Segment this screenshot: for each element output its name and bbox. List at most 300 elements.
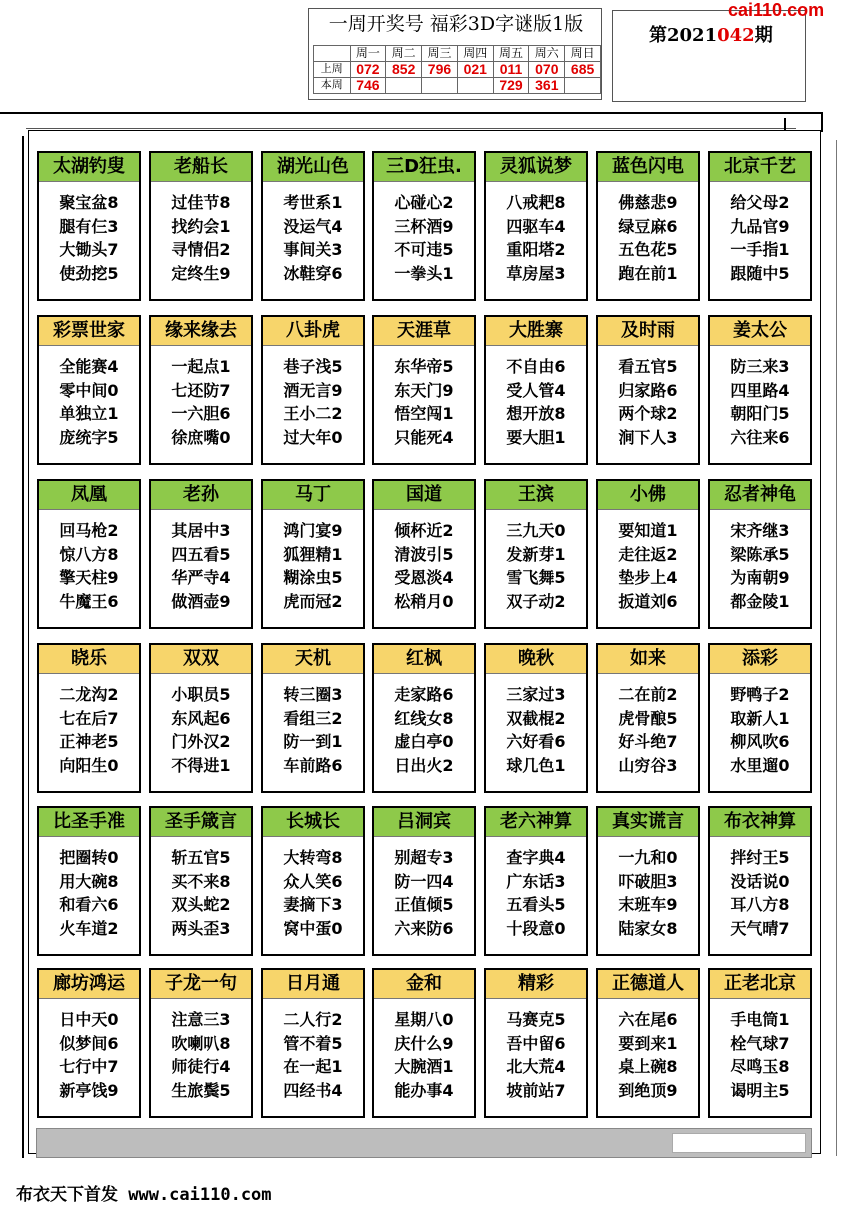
author-name: 湖光山色 [263, 153, 363, 182]
draw-number: 796 [422, 62, 458, 78]
clue-list [710, 1008, 810, 1102]
clue-list [710, 683, 810, 777]
clue-list [598, 1008, 698, 1102]
clue-list [710, 191, 810, 285]
row-label: 本周 [314, 78, 351, 94]
clue-line: 跑在前1 [618, 263, 678, 283]
clue-line: 水里遛0 [730, 755, 790, 775]
clue-line: 看组三2 [283, 708, 343, 728]
clue-line: 小职员5 [171, 685, 231, 704]
clue-line: 寻情侣2 [171, 240, 231, 259]
clue-line: 六来防6 [394, 918, 454, 938]
clue-line: 回马枪2 [59, 521, 119, 540]
author-name: 晚秋 [486, 645, 586, 674]
author-name: 双双 [151, 645, 251, 674]
draw-number: 070 [529, 62, 565, 78]
puzzle-card [484, 643, 588, 793]
clue-line: 二龙沟2 [59, 685, 119, 704]
clue-line: 重阳塔2 [506, 240, 566, 259]
clue-list [486, 846, 586, 940]
puzzle-card [708, 151, 812, 301]
clue-line: 只能死4 [394, 427, 454, 447]
clue-line: 防一四4 [394, 871, 454, 891]
clue-list [486, 683, 586, 777]
puzzle-card [596, 968, 700, 1118]
clue-line: 东天门9 [394, 380, 454, 400]
table-row [314, 62, 601, 78]
draw-number: 729 [493, 78, 529, 94]
clue-line: 归家路6 [618, 380, 678, 400]
clue-line: 牛魔王6 [59, 591, 119, 611]
clue-line: 华严寺4 [171, 568, 231, 587]
puzzle-card [708, 643, 812, 793]
clue-line: 六往来6 [730, 427, 790, 447]
clue-line: 给父母2 [730, 193, 790, 212]
clue-line: 斩五官5 [171, 848, 231, 867]
clue-line: 野鸭子2 [730, 685, 790, 704]
clue-line: 草房屋3 [506, 263, 566, 283]
clue-list [598, 519, 698, 613]
clue-line: 管不着5 [283, 1033, 343, 1053]
clue-line: 定终生9 [171, 263, 231, 283]
clue-line: 买不来8 [171, 871, 231, 891]
clue-line: 五看头5 [506, 895, 566, 914]
clue-line: 耳八方8 [730, 895, 790, 914]
clue-list [598, 191, 698, 285]
clue-line: 好斗绝7 [618, 732, 678, 751]
clue-line: 擎天柱9 [59, 568, 119, 587]
puzzle-card [708, 968, 812, 1118]
clue-line: 梁陈承5 [730, 544, 790, 564]
clue-line: 庞统字5 [59, 427, 119, 447]
author-name: 晓乐 [39, 645, 139, 674]
clue-line: 双头蛇2 [171, 895, 231, 914]
day-header: 周五 [493, 46, 529, 62]
clue-list [710, 355, 810, 449]
panel-title: 一周开奖号 福彩3D字谜版1版 [328, 13, 584, 35]
clue-line: 酒无言9 [283, 380, 343, 400]
clue-line: 众人笑6 [283, 871, 343, 891]
clue-list [263, 683, 363, 777]
clue-line: 取新人1 [730, 708, 790, 728]
clue-line: 一六胆6 [171, 404, 231, 423]
author-name: 马丁 [263, 481, 363, 510]
clue-line: 九品官9 [730, 216, 790, 236]
clue-line: 走家路6 [394, 685, 454, 704]
row-label: 上周 [314, 62, 351, 78]
weekly-draw-table [313, 45, 601, 94]
clue-line: 柳风吹6 [730, 732, 790, 751]
author-name: 精彩 [486, 970, 586, 999]
clue-line: 冰鞋穿6 [283, 263, 343, 283]
author-name: 凤凰 [39, 481, 139, 510]
clue-line: 事间关3 [283, 240, 343, 259]
corner-cell [314, 46, 351, 62]
draw-number: 011 [493, 62, 529, 78]
author-name: 老孙 [151, 481, 251, 510]
author-name: 添彩 [710, 645, 810, 674]
clue-line: 徐庶嘴0 [171, 427, 231, 447]
puzzle-card [708, 806, 812, 956]
puzzle-card [596, 315, 700, 465]
puzzle-card [372, 479, 476, 629]
clue-line: 巷子浅5 [283, 357, 343, 376]
author-name: 子龙一句 [151, 970, 251, 999]
clue-line: 别超专3 [394, 848, 454, 867]
author-name: 小佛 [598, 481, 698, 510]
clue-line: 末班车9 [618, 895, 678, 914]
day-header: 周一 [350, 46, 386, 62]
clue-line: 桌上碗8 [618, 1057, 678, 1076]
clue-list [263, 846, 363, 940]
clue-line: 五色花5 [618, 240, 678, 259]
puzzle-card [484, 151, 588, 301]
clue-line: 涧下人3 [618, 427, 678, 447]
clue-line: 宋齐继3 [730, 521, 790, 540]
day-header: 周六 [529, 46, 565, 62]
author-name: 正老北京 [710, 970, 810, 999]
clue-line: 糊涂虫5 [283, 568, 343, 587]
table-header-row [314, 46, 601, 62]
clue-line: 坡前站7 [506, 1080, 566, 1100]
puzzle-card [372, 968, 476, 1118]
clue-list [374, 1008, 474, 1102]
clue-line: 能办事4 [394, 1080, 454, 1100]
clue-line: 倾杯近2 [394, 521, 454, 540]
clue-list [598, 683, 698, 777]
clue-line: 其居中3 [171, 521, 231, 540]
clue-line: 转三圈3 [283, 685, 343, 704]
author-name: 灵狐说梦 [486, 153, 586, 182]
clue-line: 扳道刘6 [618, 591, 678, 611]
puzzle-card [484, 806, 588, 956]
clue-line: 正神老5 [59, 732, 119, 751]
clue-line: 日出火2 [394, 755, 454, 775]
clue-line: 大腕酒1 [394, 1057, 454, 1076]
clue-list [374, 191, 474, 285]
clue-line: 不可违5 [394, 240, 454, 259]
clue-line: 天气晴7 [730, 918, 790, 938]
author-name: 三D狂虫. [374, 153, 474, 182]
clue-line: 手电筒1 [730, 1010, 790, 1029]
clue-list [598, 355, 698, 449]
puzzle-card [372, 315, 476, 465]
clue-line: 拌纣王5 [730, 848, 790, 867]
clue-line: 日中天0 [59, 1010, 119, 1029]
draw-number [422, 78, 458, 94]
clue-line: 四经书4 [283, 1080, 343, 1100]
clue-line: 三九天0 [506, 521, 566, 540]
clue-line: 腿有仨3 [59, 216, 119, 236]
puzzle-card [261, 479, 365, 629]
draw-number [565, 78, 601, 94]
clue-line: 受人管4 [506, 380, 566, 400]
frame-line-right [821, 112, 823, 132]
clue-line: 把圈转0 [59, 848, 119, 867]
clue-line: 六好看6 [506, 732, 566, 751]
clue-line: 广东话3 [506, 871, 566, 891]
clue-line: 要知道1 [618, 521, 678, 540]
author-name: 日月通 [263, 970, 363, 999]
issue-suffix: 期 [754, 25, 773, 46]
clue-line: 受恩淡4 [394, 568, 454, 587]
clue-list [486, 191, 586, 285]
clue-line: 防三来3 [730, 357, 790, 376]
puzzle-card [372, 643, 476, 793]
clue-line: 大锄头7 [59, 240, 119, 259]
clue-line: 聚宝盆8 [59, 193, 119, 212]
footer-credit: 布衣天下首发 www.cai110.com [16, 1185, 272, 1205]
day-header: 周二 [386, 46, 422, 62]
clue-line: 二人行2 [283, 1010, 343, 1029]
frame-line-top [0, 112, 822, 114]
clue-line: 虎骨酿5 [618, 708, 678, 728]
author-name: 王滨 [486, 481, 586, 510]
clue-line: 尽鸣玉8 [730, 1057, 790, 1076]
clue-list [39, 355, 139, 449]
clue-line: 一起点1 [171, 357, 231, 376]
clue-line: 四里路4 [730, 380, 790, 400]
clue-line: 双截棍2 [506, 708, 566, 728]
weekly-draw-panel [308, 8, 602, 100]
clue-list [374, 519, 474, 613]
puzzle-card [372, 806, 476, 956]
issue-box [612, 10, 806, 102]
clue-list [598, 846, 698, 940]
clue-line: 车前路6 [283, 755, 343, 775]
clue-line: 四驱车4 [506, 216, 566, 236]
author-name: 廊坊鸿运 [39, 970, 139, 999]
site-logo-text: cai110.com [728, 0, 825, 20]
author-name: 北京千艺 [710, 153, 810, 182]
draw-number: 852 [386, 62, 422, 78]
frame-line-left [22, 136, 24, 1158]
puzzle-card [149, 806, 253, 956]
clue-line: 清波引5 [394, 544, 454, 564]
draw-number: 072 [350, 62, 386, 78]
author-name: 吕洞宾 [374, 808, 474, 837]
bottom-bar-box [672, 1133, 806, 1153]
puzzle-card [596, 806, 700, 956]
clue-line: 虎而冠2 [283, 591, 343, 611]
clue-line: 两个球2 [618, 404, 678, 423]
clue-line: 都金陵1 [730, 591, 790, 611]
author-name: 缘来缘去 [151, 317, 251, 346]
clue-list [151, 355, 251, 449]
issue-number-red: 042 [717, 25, 755, 46]
issue-number [649, 21, 773, 47]
clue-line: 零中间0 [59, 380, 119, 400]
clue-list [39, 519, 139, 613]
table-row [314, 78, 601, 94]
clue-list [486, 1008, 586, 1102]
puzzle-card [372, 151, 476, 301]
clue-line: 要大胆1 [506, 427, 566, 447]
author-name: 圣手箴言 [151, 808, 251, 837]
clue-line: 注意三3 [171, 1010, 231, 1029]
clue-line: 悟空闯1 [394, 404, 454, 423]
author-name: 天涯草 [374, 317, 474, 346]
clue-list [39, 1008, 139, 1102]
author-name: 彩票世家 [39, 317, 139, 346]
clue-line: 惊八方8 [59, 544, 119, 564]
clue-list [710, 519, 810, 613]
clue-line: 想开放8 [506, 404, 566, 423]
clue-line: 一手指1 [730, 240, 790, 259]
draw-number [457, 78, 493, 94]
author-name: 天机 [263, 645, 363, 674]
author-name: 红枫 [374, 645, 474, 674]
author-name: 八卦虎 [263, 317, 363, 346]
puzzle-card [37, 806, 141, 956]
author-name: 老六神算 [486, 808, 586, 837]
clue-line: 谒明主5 [730, 1080, 790, 1100]
clue-line: 走往返2 [618, 544, 678, 564]
clue-line: 防一到1 [283, 732, 343, 751]
draw-number [386, 78, 422, 94]
author-name: 国道 [374, 481, 474, 510]
puzzle-card [37, 151, 141, 301]
clue-list [151, 519, 251, 613]
clue-line: 做酒壶9 [171, 591, 231, 611]
clue-line: 要到来1 [618, 1033, 678, 1053]
puzzle-card [37, 643, 141, 793]
clue-list [486, 355, 586, 449]
clue-line: 使劲挖5 [59, 263, 119, 283]
author-name: 长城长 [263, 808, 363, 837]
clue-line: 鸿门宴9 [283, 521, 343, 540]
puzzle-card [484, 968, 588, 1118]
puzzle-card [261, 806, 365, 956]
frame-line-top-2 [26, 128, 796, 129]
clue-line: 狐狸精1 [283, 544, 343, 564]
clue-line: 到绝顶9 [618, 1080, 678, 1100]
clue-line: 向阳生0 [59, 755, 119, 775]
clue-line: 过大年0 [283, 427, 343, 447]
puzzle-card [37, 315, 141, 465]
clue-line: 考世系1 [283, 193, 343, 212]
clue-line: 一九和0 [618, 848, 678, 867]
clue-line: 朝阳门5 [730, 404, 790, 423]
clue-line: 新亭饯9 [59, 1080, 119, 1100]
clue-list [39, 191, 139, 285]
clue-list [151, 191, 251, 285]
clue-line: 星期八0 [394, 1010, 454, 1029]
clue-list [151, 1008, 251, 1102]
clue-list [263, 355, 363, 449]
clue-line: 查字典4 [506, 848, 566, 867]
author-name: 老船长 [151, 153, 251, 182]
puzzle-card [149, 151, 253, 301]
clue-line: 用大碗8 [59, 871, 119, 891]
clue-list [374, 683, 474, 777]
clue-line: 七在后7 [59, 708, 119, 728]
author-name: 大胜寨 [486, 317, 586, 346]
clue-line: 北大荒4 [506, 1057, 566, 1076]
puzzle-card [261, 315, 365, 465]
clue-line: 绿豆麻6 [618, 216, 678, 236]
clue-line: 双子动2 [506, 591, 566, 611]
clue-line: 跟随中5 [730, 263, 790, 283]
issue-prefix: 第2021 [649, 25, 718, 46]
clue-line: 东风起6 [171, 708, 231, 728]
draw-number: 746 [350, 78, 386, 94]
clue-line: 看五官5 [618, 357, 678, 376]
clue-line: 在一起1 [283, 1057, 343, 1076]
clue-list [486, 519, 586, 613]
clue-line: 过佳节8 [171, 193, 231, 212]
draw-number: 021 [457, 62, 493, 78]
clue-line: 全能赛4 [59, 357, 119, 376]
clue-line: 不自由6 [506, 357, 566, 376]
clue-line: 七还防7 [171, 380, 231, 400]
author-name: 姜太公 [710, 317, 810, 346]
clue-list [263, 519, 363, 613]
clue-line: 六在尾6 [618, 1010, 678, 1029]
puzzle-card [708, 479, 812, 629]
author-name: 蓝色闪电 [598, 153, 698, 182]
clue-line: 吾中留6 [506, 1033, 566, 1053]
puzzle-card [149, 479, 253, 629]
clue-line: 似梦间6 [59, 1033, 119, 1053]
day-header: 周四 [457, 46, 493, 62]
puzzle-card [149, 643, 253, 793]
puzzle-card [596, 151, 700, 301]
clue-line: 生旅鬓5 [171, 1080, 231, 1100]
puzzle-card [261, 643, 365, 793]
clue-line: 栓气球7 [730, 1033, 790, 1053]
clue-line: 正值倾5 [394, 895, 454, 914]
puzzle-card [149, 315, 253, 465]
clue-list [151, 683, 251, 777]
clue-list [39, 683, 139, 777]
clue-line: 王小二2 [283, 404, 343, 423]
author-name: 及时雨 [598, 317, 698, 346]
clue-line: 门外汉2 [171, 732, 231, 751]
draw-number: 361 [529, 78, 565, 94]
day-header: 周日 [565, 46, 601, 62]
day-header: 周三 [422, 46, 458, 62]
puzzle-card [37, 479, 141, 629]
clue-line: 心碰心2 [394, 193, 454, 212]
clue-line: 妻摘下3 [283, 895, 343, 914]
clue-list [263, 191, 363, 285]
author-name: 太湖钓叟 [39, 153, 139, 182]
author-name: 忍者神龟 [710, 481, 810, 510]
draw-number: 685 [565, 62, 601, 78]
puzzle-card [484, 479, 588, 629]
clue-line: 火车道2 [59, 918, 119, 938]
clue-line: 十段意0 [506, 918, 566, 938]
author-name: 比圣手准 [39, 808, 139, 837]
clue-line: 红线女8 [394, 708, 454, 728]
frame-line-right-outer [836, 140, 837, 1156]
author-name: 布衣神算 [710, 808, 810, 837]
clue-list [374, 846, 474, 940]
clue-line: 陆家女8 [618, 918, 678, 938]
puzzle-card [37, 968, 141, 1118]
clue-line: 七行中7 [59, 1057, 119, 1076]
clue-list [263, 1008, 363, 1102]
clue-list [374, 355, 474, 449]
puzzle-card [261, 968, 365, 1118]
puzzle-card [596, 479, 700, 629]
clue-list [151, 846, 251, 940]
clue-line: 东华帝5 [394, 357, 454, 376]
clue-line: 山穷谷3 [618, 755, 678, 775]
clue-line: 为南朝9 [730, 568, 790, 587]
clue-line: 三杯酒9 [394, 216, 454, 236]
